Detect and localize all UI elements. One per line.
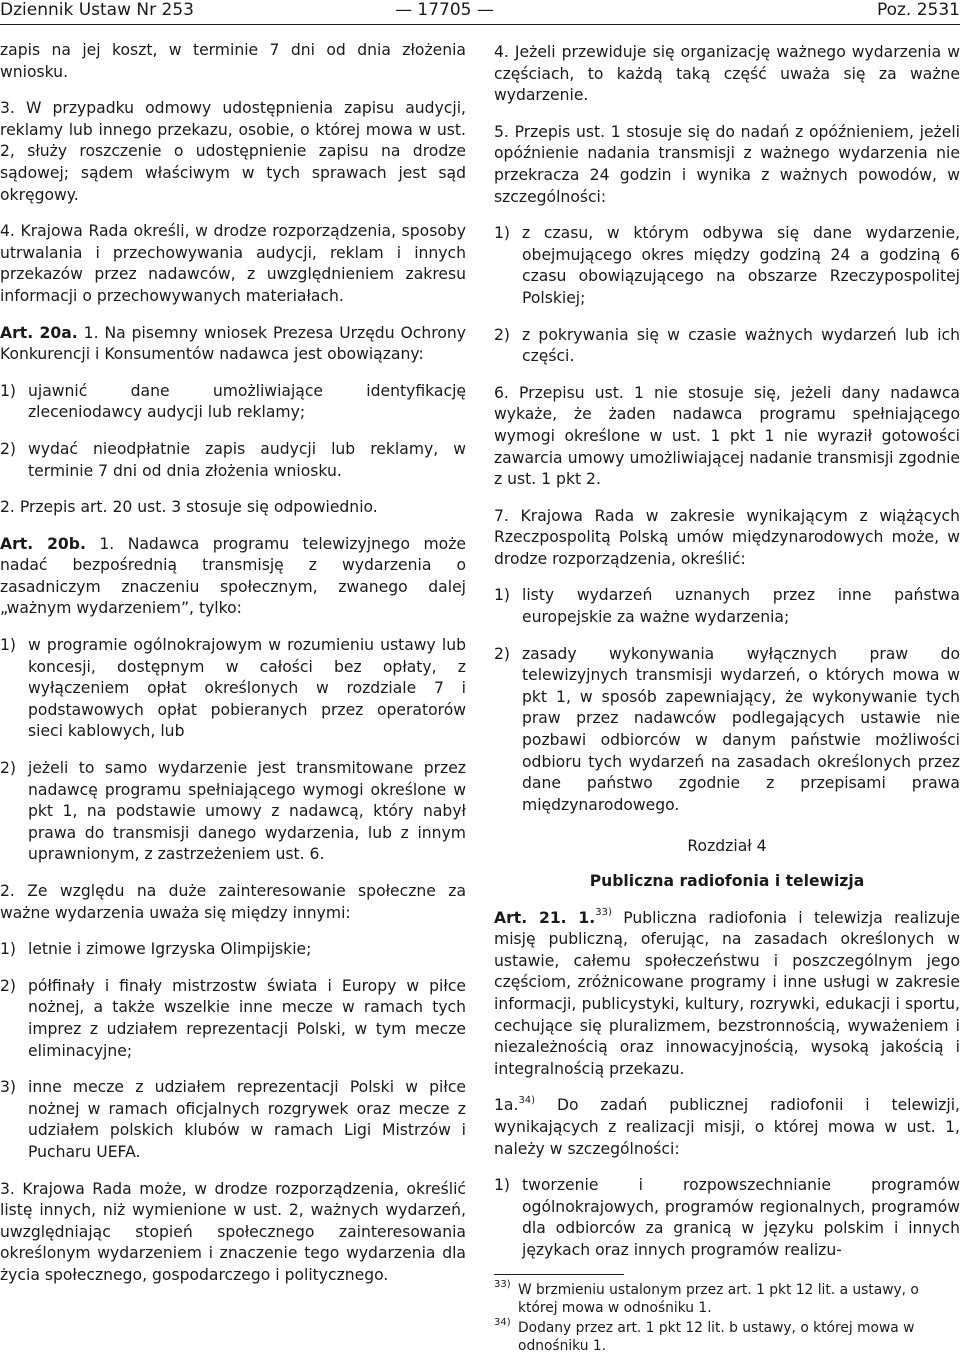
article-label: Art. 21. 1. <box>494 908 596 927</box>
header-rule <box>0 24 960 25</box>
item-number: 2) <box>0 976 17 995</box>
article-text: 1. Nadawca programu telewizyjnego może nadać bezpośrednią transmisję z wydarzenia o zasadniczym znaczeniu społecznym, zwanego dalej „ważnym wydarzeniem”, tylko: <box>0 534 466 618</box>
list-item <box>0 635 466 743</box>
item-text: ujawnić dane umożliwiające identyfikację zleceniodawcy audycji lub reklamy; <box>28 381 466 422</box>
item-text: letnie i zimowe Igrzyska Olimpijskie; <box>28 940 312 959</box>
list-item <box>494 325 960 368</box>
paragraph-text: Do zadań publicznej radiofonii i telewizji, wynikających z realizacji misji, o której mowa w ust. 1, należy w szczególności: <box>494 1096 960 1158</box>
article-label: Art. 20b. <box>0 534 86 553</box>
list-item <box>0 758 466 866</box>
footnote-text: W brzmieniu ustalonym przez art. 1 pkt 12 lit. a ustawy, o której mowa w odnośniku 1. <box>518 1281 919 1316</box>
article-label: Art. 20a. <box>0 323 78 342</box>
footnote-ref[interactable]: 33) <box>595 907 612 919</box>
chapter-title <box>494 871 960 893</box>
item-number: 1) <box>0 381 17 400</box>
article-20b <box>0 534 466 620</box>
item-number: Poz. 2531 <box>876 0 960 20</box>
paragraph: 5. Przepis ust. 1 stosuje się do nadań z opóźnieniem, jeżeli opóźnienie nadania transmisji z ważnego wydarzenia nie przekracza 24 godzin i wynika z ważnych powodów, w szczególności: <box>494 122 960 206</box>
paragraph: 7. Krajowa Rada w zakresie wynikającym z wiążących Rzeczpospolitą Polską umów międzynarodowych może, w drodze rozporządzenia, określić: <box>494 506 960 568</box>
item-text: inne mecze z udziałem reprezentacji Polski w piłce nożnej w ramach oficjalnych rozgrywek oraz mecze z udziałem polskich klubów w ramach Ligi Mistrzów i Pucharu UEFA. <box>28 1078 466 1161</box>
paragraph-1a <box>494 1095 960 1160</box>
item-text: w programie ogólnokrajowym w rozumieniu ustawy lub koncesji, dostępnym w całości bez opłaty, z wyłączeniem opłat określonych w rozdziale 7 i podstawowych opłat pobieranych przez operatorów sieci kablowych, lub <box>28 636 466 741</box>
footnote-number-text: 34) <box>494 1316 511 1328</box>
left-column <box>0 40 466 1302</box>
item-number: 1) <box>494 1176 511 1195</box>
list-item <box>494 1175 960 1261</box>
footnote-number-text: 33) <box>494 1278 511 1290</box>
paragraph: 4. Jeżeli przewiduje się organizację ważnego wydarzenia w częściach, to każdą taką część uważa się za ważne wydarzenie. <box>494 43 960 105</box>
item-number: 1) <box>494 224 511 243</box>
right-column <box>494 42 960 1357</box>
paragraph: 6. Przepisu ust. 1 nie stosuje się, jeżeli dany nadawca wykaże, że żaden nadawca programu spełniającego wymogi określone w ust. 1 pkt 1 nie wyraził gotowości zawarcia umowy umożliwiającej nadanie transmisji zgodnie z ust. 1 pkt 2. <box>494 383 960 489</box>
paragraph: 3. Krajowa Rada może, w drodze rozporządzenia, określić listę innych, niż wymienione w ust. 2, ważnych wydarzeń, uwzględniając stopień społecznego zainteresowania określonym wydarzeniem i znaczenie tego wydarzenia dla życia społecznego, gospodarczego i politycznego. <box>0 1179 466 1284</box>
item-text: z pokrywania się w czasie ważnych wydarzeń lub ich części. <box>522 325 960 366</box>
paragraph: 3. W przypadku odmowy udostępnienia zapisu audycji, reklamy lub innego przekazu, osobie, o której mowa w ust. 2, służy roszczenie o udostępnienie zapisu na drodze sądowej; sądem właściwym w tych sprawach jest sąd okręgowy. <box>0 99 466 204</box>
footnote-number <box>494 1316 511 1337</box>
paragraph-label: 1a. <box>494 1096 519 1115</box>
page-number: — 17705 — <box>395 0 494 20</box>
list-item <box>0 939 466 961</box>
footnote <box>494 1278 960 1317</box>
item-text: wydać nieodpłatnie zapis audycji lub reklamy, w terminie 7 dni od dnia złożenia wniosku. <box>28 439 466 480</box>
list-item <box>494 585 960 628</box>
chapter-title-text: Publiczna radiofonia i telewizja <box>589 872 865 890</box>
article-text: Publiczna radiofonia i telewizja realizuje misję publiczną, oferując, na zasadach określonych w ustawie, całemu społeczeństwu i poszczególnym jego częściom, zróżnicowane programy i inne usługi w zakresie informacji, publicystyki, kultury, rozrywki, edukacji i sportu, cechujące się pluralizmem, bezstronnością, wyważeniem i niezależnością oraz innowacyjnością, wysoką jakością i integralnością przekazu. <box>494 908 960 1078</box>
item-number: 2) <box>0 759 17 778</box>
footnote-number <box>494 1278 511 1299</box>
article-21 <box>494 908 960 1081</box>
item-number: 3) <box>0 1078 17 1097</box>
footnote-rule <box>494 1274 624 1275</box>
paragraph: 4. Krajowa Rada określi, w drodze rozporządzenia, sposoby utrwalania i przechowywania audycji, reklam i innych przekazów przez nadawców, z uwzględnieniem zakresu informacji o przechowywanych materiałach. <box>0 222 466 305</box>
item-text: tworzenie i rozpowszechnianie programów ogólnokrajowych, programów regionalnych, programów dla odbiorców za granicą w języku polskim i innych językach oraz innych programów realizu- <box>522 1176 960 1259</box>
item-number: 2) <box>494 644 511 663</box>
footnote-text: Dodany przez art. 1 pkt 12 lit. b ustawy, o której mowa w odnośniku 1. <box>518 1319 915 1354</box>
list-item <box>0 1077 466 1163</box>
list-item <box>0 381 466 424</box>
page-header <box>0 0 960 24</box>
item-text: listy wydarzeń uznanych przez inne państwa europejskie za ważne wydarzenia; <box>522 586 960 627</box>
item-number: 1) <box>0 940 17 959</box>
item-number: 2) <box>0 439 17 458</box>
item-number: 1) <box>0 636 17 655</box>
list-item <box>494 644 960 817</box>
list-item <box>0 439 466 482</box>
item-number: 1) <box>494 586 511 605</box>
paragraph: zapis na jej koszt, w terminie 7 dni od dnia złożenia wniosku. <box>0 41 466 81</box>
item-number: 2) <box>494 325 511 344</box>
item-text: zasady wykonywania wyłącznych praw do telewizyjnych transmisji wydarzeń, o których mowa w pkt 1, w sposób zapewniający, że wykonywanie tych praw przez nadawców podlegających ustawie nie pozbawi odbiorców w danym państwie możliwości odbioru tych wydarzeń na zasadach określonych przez dane państwo zgodnie z przepisami prawa międzynarodowego. <box>522 644 960 814</box>
article-20a <box>0 323 466 366</box>
chapter-number: Rozdział 4 <box>687 837 767 856</box>
list-item <box>494 223 960 309</box>
item-text: z czasu, w którym odbywa się dane wydarzenie, obejmującego okres między godziną 24 a godziną 6 czasu obowiązującego na obszarze Rzeczypospolitej Polskiej; <box>522 224 960 307</box>
journal-title: Dziennik Ustaw Nr 253 <box>0 0 194 20</box>
footnote <box>494 1316 960 1355</box>
paragraph: 2. Ze względu na duże zainteresowanie społeczne za ważne wydarzenia uważa się między innymi: <box>0 882 466 922</box>
item-text: jeżeli to samo wydarzenie jest transmitowane przez nadawcę programu spełniającego wymogi określone w pkt 1, na podstawie umowy z nadawcą, który nabył prawa do transmisji danego wydarzenia, lub z innym uprawnionym, z zastrzeżeniem ust. 6. <box>28 759 466 864</box>
item-text: półfinały i finały mistrzostw świata i Europy w piłce nożnej, a także wszelkie inne mecze w ramach tych imprez z udziałem reprezentacji Polski, w tym mecze eliminacyjne; <box>28 976 466 1060</box>
paragraph: 2. Przepis art. 20 ust. 3 stosuje się odpowiednio. <box>0 498 378 517</box>
footnote-ref[interactable]: 34) <box>518 1095 536 1107</box>
article-text: 1. Na pisemny wniosek Prezesa Urzędu Ochrony Konkurencji i Konsumentów nadawca jest obowiązany: <box>0 323 466 364</box>
list-item <box>0 976 466 1062</box>
